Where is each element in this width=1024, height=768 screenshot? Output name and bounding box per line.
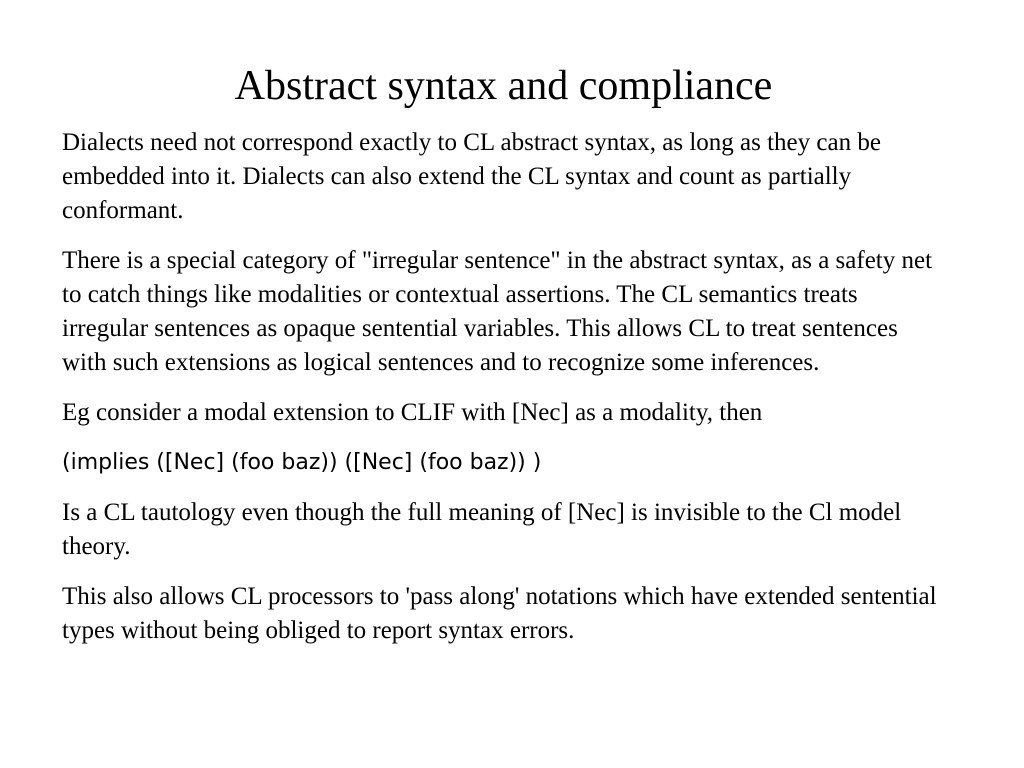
slide-body <box>62 126 942 664</box>
paragraph-modal-example-intro: Eg consider a modal extension to CLIF with [Nec] as a modality, then <box>62 399 763 426</box>
paragraph-dialects: Dialects need not correspond exactly to CL abstract syntax, as long as they can be embedded into it. Dialects can also extend the CL syntax and count as partially conformant. <box>62 129 881 224</box>
slide-title: Abstract syntax and compliance <box>234 63 773 109</box>
paragraph-irregular-sentence: There is a special category of "irregular sentence" in the abstract syntax, as a safety net to catch things like modalities or contextual assertions. The CL semantics treats irregular sentences as opaque sentential variables. This allows CL to treat sentences with such extensions as logical sentences and to recognize some inferences. <box>62 247 933 376</box>
code-example-implies: (implies ([Nec] (foo baz)) ([Nec] (foo baz)) ) <box>62 450 542 475</box>
paragraph-tautology: Is a CL tautology even though the full meaning of [Nec] is invisible to the Cl model theory. <box>62 499 902 560</box>
paragraph-pass-along: This also allows CL processors to 'pass along' notations which have extended sentential types without being obliged to report syntax errors. <box>62 583 937 644</box>
